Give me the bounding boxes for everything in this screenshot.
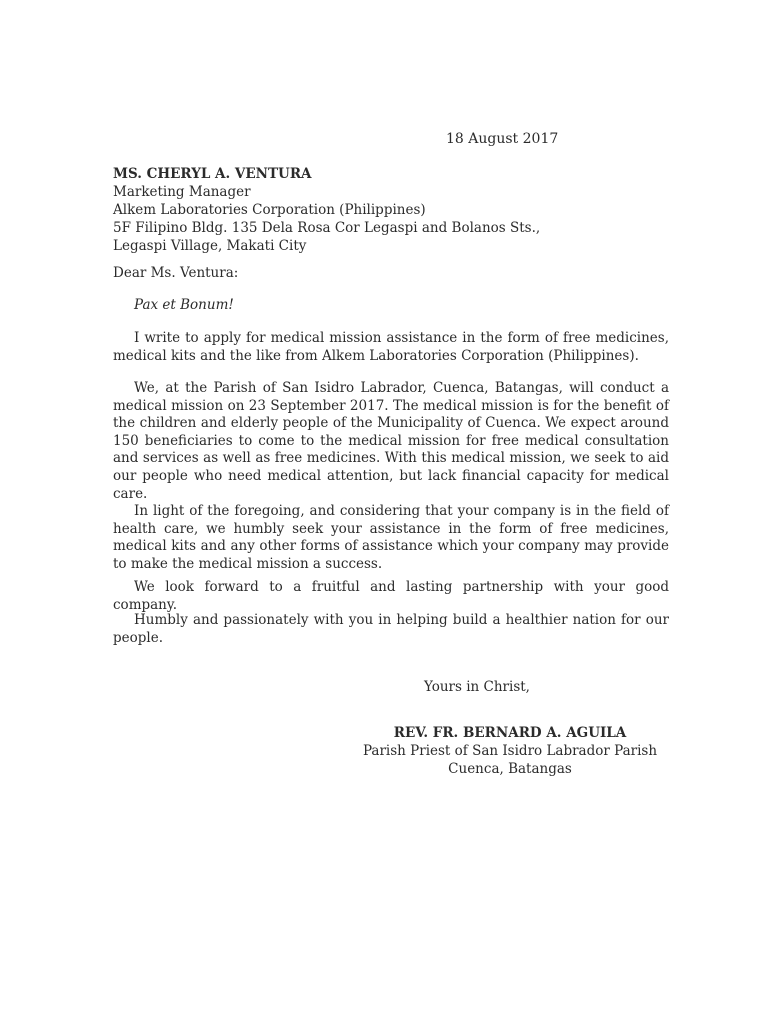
greeting: Pax et Bonum! [134,297,234,313]
salutation: Dear Ms. Ventura: [113,265,239,281]
body-paragraph-5: Humbly and passionately with you in helping build a healthier nation for our people. [113,612,669,646]
recipient-name: MS. CHERYL A. VENTURA [113,166,312,182]
closing: Yours in Christ, [424,679,530,695]
signatory-location: Cuenca, Batangas [448,761,572,777]
body-paragraph-1: I write to apply for medical mission assistance in the form of free medicines, medical kits and the like from Alkem Laboratories Corporation (Philippines). [113,330,669,364]
signatory-name: REV. FR. BERNARD A. AGUILA [393,725,627,741]
body-paragraph-3: In light of the foregoing, and considering that your company is in the field of health care, we humbly seek your assistance in the form of free medicines, medical kits and any other forms of assistance which your company may provide to make the medical mission a success. [113,503,669,572]
signatory-position: Parish Priest of San Isidro Labrador Parish [362,743,658,759]
letter-date: 18 August 2017 [446,131,559,147]
signatory-block [350,724,670,778]
recipient-address-line1: 5F Filipino Bldg. 135 Dela Rosa Cor Legaspi and Bolanos Sts., [113,220,541,236]
recipient-company: Alkem Laboratories Corporation (Philippines) [113,202,426,218]
recipient-address-line2: Legaspi Village, Makati City [113,238,307,254]
recipient-title: Marketing Manager [113,184,251,200]
body-paragraph-2: We, at the Parish of San Isidro Labrador, Cuenca, Batangas, will conduct a medical mission on 23 September 2017. The medical mission is for the benefit of the children and elderly people of the Municipality of Cuenca. We expect around 150 beneficiaries to come to the medical mission for free medical consultation and services as well as free medicines. With this medical mission, we seek to aid our people who need medical attention, but lack financial capacity for medical care. [113,380,669,502]
body-paragraph-4: We look forward to a fruitful and lasting partnership with your good company. [113,579,669,613]
recipient-block [113,165,673,255]
